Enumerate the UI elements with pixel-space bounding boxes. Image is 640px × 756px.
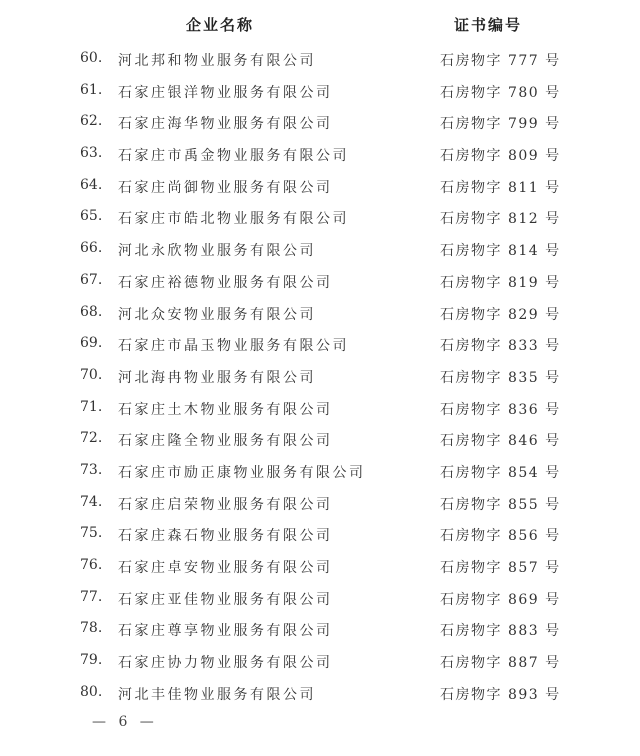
certificate-number: 石房物字 811 号 xyxy=(440,179,561,196)
company-list xyxy=(0,44,640,709)
table-row xyxy=(0,614,640,646)
company-name: 石家庄启荣物业服务有限公司 xyxy=(118,496,333,513)
company-name: 河北众安物业服务有限公司 xyxy=(118,306,316,323)
certificate-number: 石房物字 887 号 xyxy=(440,655,561,672)
table-header xyxy=(0,0,640,44)
company-name: 石家庄市禹金物业服务有限公司 xyxy=(118,148,349,165)
certificate-number: 石房物字 855 号 xyxy=(440,496,561,513)
company-name-column-header: 企业名称 xyxy=(186,16,255,34)
certificate-number-column-header: 证书编号 xyxy=(454,16,523,34)
row-number: 62. xyxy=(80,113,103,130)
row-number: 74. xyxy=(80,493,103,510)
table-row xyxy=(0,298,640,330)
company-name: 石家庄隆全物业服务有限公司 xyxy=(118,433,333,450)
table-row xyxy=(0,361,640,393)
row-number: 75. xyxy=(80,525,103,542)
company-name: 石家庄协力物业服务有限公司 xyxy=(118,655,333,672)
certificate-number: 石房物字 799 号 xyxy=(440,116,561,133)
table-row xyxy=(0,202,640,234)
table-row xyxy=(0,76,640,108)
row-number: 76. xyxy=(80,557,103,573)
table-row xyxy=(0,678,640,710)
company-name: 河北海冉物业服务有限公司 xyxy=(118,369,316,386)
table-row xyxy=(0,456,640,488)
company-name: 石家庄卓安物业服务有限公司 xyxy=(118,560,333,576)
table-row xyxy=(0,44,640,76)
table-row xyxy=(0,551,640,583)
row-number: 72. xyxy=(80,430,103,447)
row-number: 73. xyxy=(80,461,103,478)
company-name: 石家庄土木物业服务有限公司 xyxy=(118,401,333,418)
row-number: 80. xyxy=(80,683,103,700)
certificate-number: 石房物字 829 号 xyxy=(440,306,561,323)
company-name: 石家庄尊享物业服务有限公司 xyxy=(118,623,333,640)
table-row xyxy=(0,393,640,425)
certificate-number: 石房物字 856 号 xyxy=(440,528,561,545)
company-name: 石家庄尚御物业服务有限公司 xyxy=(118,179,333,196)
company-name: 石家庄市励正康物业服务有限公司 xyxy=(118,464,366,481)
table-row xyxy=(0,583,640,615)
certificate-number: 石房物字 893 号 xyxy=(440,686,561,703)
company-name: 石家庄海华物业服务有限公司 xyxy=(118,116,333,133)
table-row xyxy=(0,646,640,678)
certificate-number: 石房物字 854 号 xyxy=(440,464,561,481)
certificate-number: 石房物字 857 号 xyxy=(440,560,561,576)
row-number: 61. xyxy=(80,81,103,98)
certificate-number: 石房物字 814 号 xyxy=(440,243,561,260)
certificate-number: 石房物字 777 号 xyxy=(440,53,561,69)
page-number: — 6 — xyxy=(92,714,158,730)
table-row xyxy=(0,519,640,551)
certificate-number: 石房物字 869 号 xyxy=(440,591,561,608)
company-name: 河北永欣物业服务有限公司 xyxy=(118,243,316,260)
table-row xyxy=(0,171,640,203)
company-name: 石家庄市皓北物业服务有限公司 xyxy=(118,211,349,228)
row-number: 67. xyxy=(80,271,103,288)
certificate-number: 石房物字 812 号 xyxy=(440,211,561,228)
company-name: 石家庄银洋物业服务有限公司 xyxy=(118,84,333,101)
row-number: 71. xyxy=(80,398,103,415)
certificate-number: 石房物字 836 号 xyxy=(440,401,561,418)
row-number: 79. xyxy=(80,652,103,669)
row-number: 78. xyxy=(80,620,103,637)
table-row xyxy=(0,139,640,171)
certificate-number: 石房物字 835 号 xyxy=(440,369,561,386)
table-row xyxy=(0,424,640,456)
row-number: 70. xyxy=(80,366,103,383)
row-number: 64. xyxy=(80,176,103,193)
company-name: 石家庄森石物业服务有限公司 xyxy=(118,528,333,545)
certificate-number: 石房物字 833 号 xyxy=(440,338,561,355)
row-number: 63. xyxy=(80,145,103,162)
certificate-number: 石房物字 819 号 xyxy=(440,274,561,291)
table-row xyxy=(0,488,640,520)
company-name: 石家庄市晶玉物业服务有限公司 xyxy=(118,338,349,355)
certificate-number: 石房物字 846 号 xyxy=(440,433,561,450)
row-number: 69. xyxy=(80,335,103,352)
table-row xyxy=(0,107,640,139)
table-row xyxy=(0,234,640,266)
company-name: 石家庄亚佳物业服务有限公司 xyxy=(118,591,333,608)
company-name: 河北丰佳物业服务有限公司 xyxy=(118,686,316,703)
table-row xyxy=(0,266,640,298)
table-row xyxy=(0,329,640,361)
row-number: 68. xyxy=(80,303,103,320)
row-number: 65. xyxy=(80,208,103,225)
certificate-number: 石房物字 809 号 xyxy=(440,148,561,165)
certificate-number: 石房物字 780 号 xyxy=(440,84,561,101)
company-name: 石家庄裕德物业服务有限公司 xyxy=(118,274,333,291)
row-number: 77. xyxy=(80,588,103,605)
row-number: 66. xyxy=(80,240,103,257)
row-number: 60. xyxy=(80,50,103,66)
certificate-number: 石房物字 883 号 xyxy=(440,623,561,640)
company-name: 河北邦和物业服务有限公司 xyxy=(118,53,316,69)
